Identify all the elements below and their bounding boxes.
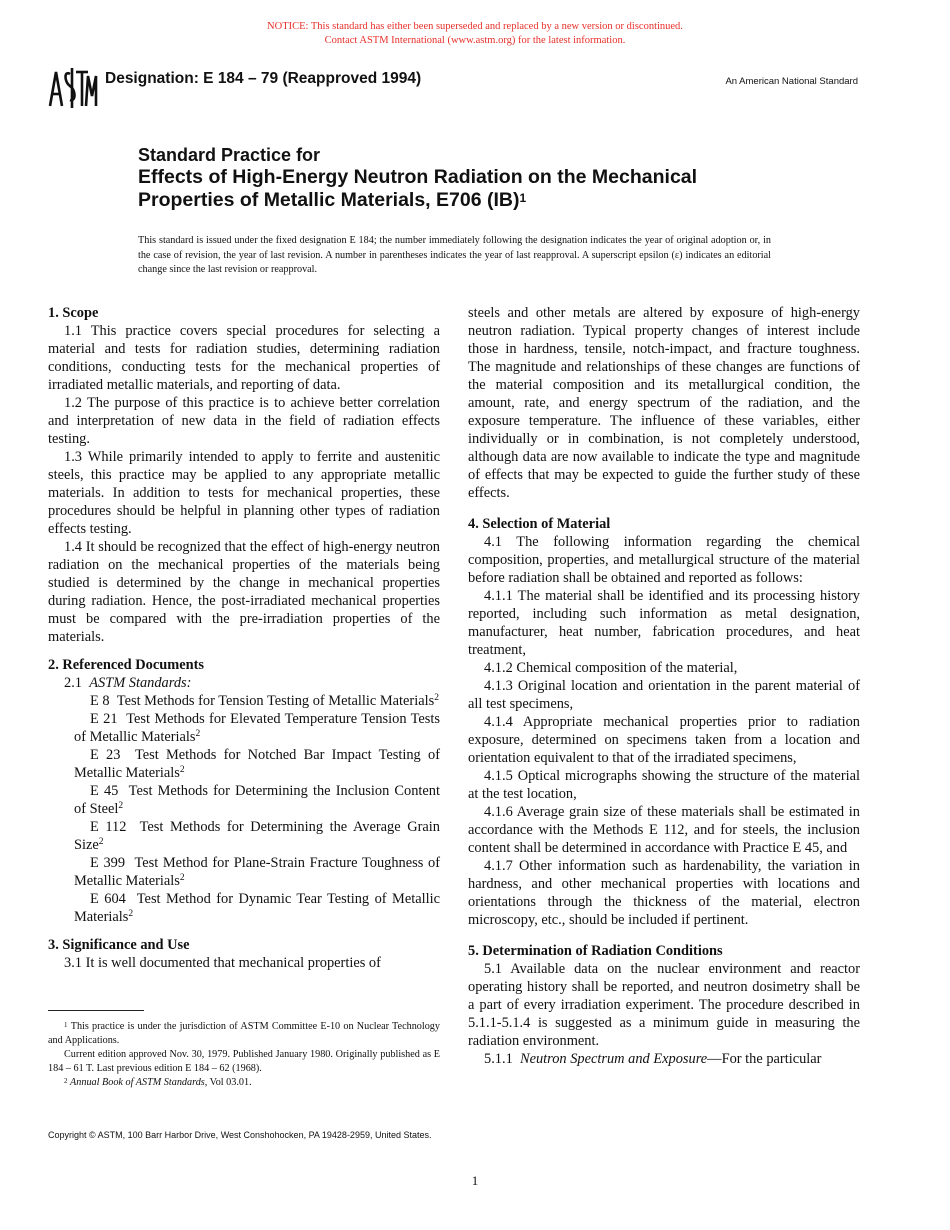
intro-label: ASTM Standards: xyxy=(89,675,192,691)
footnote-2 xyxy=(48,1076,440,1090)
right-column xyxy=(468,304,860,1068)
reference-note: 2 xyxy=(98,837,104,847)
document-title xyxy=(138,145,818,212)
paragraph-5-1-1 xyxy=(468,1050,860,1068)
title-line-3 xyxy=(138,189,818,212)
paragraph-3-1-start: 3.1 It is well documented that mechanical properties of xyxy=(64,955,381,971)
section-heading-referenced-documents: 2. Referenced Documents xyxy=(48,657,204,673)
footnote-divider xyxy=(48,1010,144,1011)
paragraph-4-1: 4.1 The following information regarding the chemical composition, properties, and metallurgical structure of the material before radiation shall be obtained and reported as follows: xyxy=(468,534,860,586)
paragraph-1-2: 1.2 The purpose of this practice is to achieve better correlation and interpretation of new data in the field of radiation effects testing. xyxy=(48,395,440,447)
paragraph-3-1-continued: steels and other metals are altered by exposure of high-energy neutron radiation. Typical property changes of interest include those in hardness, tensile, notch-impact, and fracture toughness. The magnitude and relationships of these changes are functions of the material composition and its metallurgical condition, the amount, rate, and energy spectrum of the radiation, and the exposure temperature. The influence of these variables, either individually or in combination, is not completely understood, although data are now available to indicate the type and magnitude of effects that may be expected to guide the further study of these effects. xyxy=(468,305,860,501)
reference-item xyxy=(48,782,440,818)
section-heading-determination: 5. Determination of Radiation Conditions xyxy=(468,943,723,959)
paragraph-text: —For the particular xyxy=(707,1051,822,1067)
paragraph-4-1-2: 4.1.2 Chemical composition of the material, xyxy=(484,660,738,676)
paragraph-1-1: 1.1 This practice covers special procedures for selecting a material and tests for radiation studies, determining radiation conditions, conducting tests for the mechanical properties of irradiated metallic materials, and reporting of data. xyxy=(48,323,440,393)
paragraph-4-1-1: 4.1.1 The material shall be identified and its processing history reported, including such information as metal designation, manufacturer, heat number, fabrication procedures, and heat treatment, xyxy=(468,588,860,658)
title-footnote-mark: 1 xyxy=(519,191,527,205)
reference-title: Test Methods for Determining the Average Grain Size xyxy=(74,819,440,853)
paragraph-4-1-7: 4.1.7 Other information such as hardenability, the variation in hardness, and other mechanical properties with locations and orientations through the thickness of the material, electron microscopy, etc., should be included if pertinent. xyxy=(468,858,860,928)
page-number: 1 xyxy=(471,1173,479,1188)
paragraph-4-1-6: 4.1.6 Average grain size of these materials shall be estimated in accordance with the Methods E 112, and for steels, the inclusion content shall be determined in accordance with Practice E 45, and xyxy=(468,804,860,856)
footnotes xyxy=(48,1020,440,1090)
reference-item xyxy=(48,818,440,854)
issuance-statement: This standard is issued under the fixed designation E 184; the number immediately following the designation indicates the year of original adoption or, in the case of revision, the year of last revision. A number in parentheses indicates the year of last reapproval. A superscript epsilon (ε) indicates an editorial change since the last revision or reapproval. xyxy=(138,235,771,275)
reference-title: Test Methods for Notched Bar Impact Testing of Metallic Materials xyxy=(74,747,440,781)
reference-title: Test Method for Dynamic Tear Testing of Metallic Materials xyxy=(74,891,440,925)
reference-code: E 399 xyxy=(90,855,126,871)
designation: Designation: E 184 – 79 (Reapproved 1994) xyxy=(105,70,422,87)
reference-item xyxy=(48,692,440,710)
paragraph-number: 5.1.1 xyxy=(484,1051,513,1067)
reference-title: Test Method for Plane-Strain Fracture Toughness of Metallic Materials xyxy=(74,855,440,889)
astm-standards-intro xyxy=(48,674,440,692)
reference-code: E 8 xyxy=(90,693,110,709)
reference-note: 2 xyxy=(179,765,185,775)
reference-item xyxy=(48,710,440,746)
footnote-1-text: This practice is under the jurisdiction of ASTM Committee E-10 on Nuclear Technology and Applications. xyxy=(48,1021,440,1046)
reference-note: 2 xyxy=(434,693,439,703)
paragraph-1-4: 1.4 It should be recognized that the effect of high-energy neutron radiation on the mechanical properties of the materials being studied is determined by the change in mechanical properties during radiation. Hence, the post-irradiated mechanical properties must be compared with the pre-irradiation properties of the materials. xyxy=(48,539,440,645)
title-line-3-text: Properties of Metallic Materials, E706 (IB) xyxy=(138,189,520,211)
paragraph-4-1-4: 4.1.4 Appropriate mechanical properties prior to radiation exposure, determined on specimens taken from a location and orientation equivalent to that of the irradiated specimens, xyxy=(468,714,860,766)
reference-title: Test Methods for Elevated Temperature Tension Tests of Metallic Materials xyxy=(74,711,441,745)
intro-number: 2.1 xyxy=(64,675,82,691)
reference-title: Test Methods for Determining the Inclusion Content of Steel xyxy=(74,783,440,817)
reference-code: E 21 xyxy=(90,711,118,727)
reference-note: 2 xyxy=(118,801,124,811)
reference-note: 2 xyxy=(195,729,201,739)
paragraph-5-1: 5.1 Available data on the nuclear environment and reactor operating history shall be reported, and neutron dosimetry shall be a part of every irradiation experiment. The procedure described in 5.1.1-5.1.4 is suggested as a minimum guide in measuring the radiation environment. xyxy=(468,961,860,1049)
notice-line-1: NOTICE: This standard has either been superseded and replaced by a new version or discontinued. xyxy=(267,21,683,32)
american-national-standard-label: An American National Standard xyxy=(725,76,858,87)
footnote-2-text: , Vol 03.01. xyxy=(204,1077,252,1088)
left-column xyxy=(48,304,440,972)
reference-note: 2 xyxy=(179,873,185,883)
title-line-1: Standard Practice for xyxy=(138,145,321,165)
paragraph-4-1-3: 4.1.3 Original location and orientation in the parent material of all test specimens, xyxy=(468,678,860,712)
reference-code: E 112 xyxy=(90,819,127,835)
paragraph-4-1-5: 4.1.5 Optical micrographs showing the structure of the material at the test location, xyxy=(468,768,860,802)
footnote-1 xyxy=(48,1020,440,1048)
reference-item xyxy=(48,890,440,926)
copyright-notice: Copyright © ASTM, 100 Barr Harbor Drive, West Conshohocken, PA 19428-2959, United States. xyxy=(48,1130,432,1140)
reference-item xyxy=(48,854,440,890)
section-heading-significance: 3. Significance and Use xyxy=(48,937,190,953)
footnote-2-mark: 2 xyxy=(64,1077,68,1085)
footnote-2-italic: Annual Book of ASTM Standards xyxy=(70,1077,205,1088)
astm-logo-icon xyxy=(46,66,98,110)
notice-line-2: Contact ASTM International (www.astm.org) for the latest information. xyxy=(324,35,626,46)
reference-code: E 23 xyxy=(90,747,121,763)
supersession-notice xyxy=(0,20,950,48)
reference-code: E 45 xyxy=(90,783,119,799)
footnote-1-mark: 1 xyxy=(64,1021,68,1029)
reference-code: E 604 xyxy=(90,891,126,907)
title-line-2: Effects of High-Energy Neutron Radiation on the Mechanical xyxy=(138,166,698,188)
reference-note: 2 xyxy=(128,909,134,919)
reference-title: Test Methods for Tension Testing of Metallic Materials xyxy=(116,693,435,709)
paragraph-1-3: 1.3 While primarily intended to apply to ferrite and austenitic steels, this practice may be applied to any appropriate metallic materials. In addition to tests for mechanical properties, these procedures should be helpful in planning other types of radiation effects testing. xyxy=(48,449,440,537)
footnote-1-continued: Current edition approved Nov. 30, 1979. Published January 1980. Originally published as E 184 – 61 T. Last previous edition E 184 – 62 (1968). xyxy=(48,1049,440,1074)
paragraph-italic-title: Neutron Spectrum and Exposure xyxy=(519,1051,708,1067)
reference-item xyxy=(48,746,440,782)
section-heading-selection: 4. Selection of Material xyxy=(468,516,611,532)
section-heading-scope: 1. Scope xyxy=(48,305,99,321)
